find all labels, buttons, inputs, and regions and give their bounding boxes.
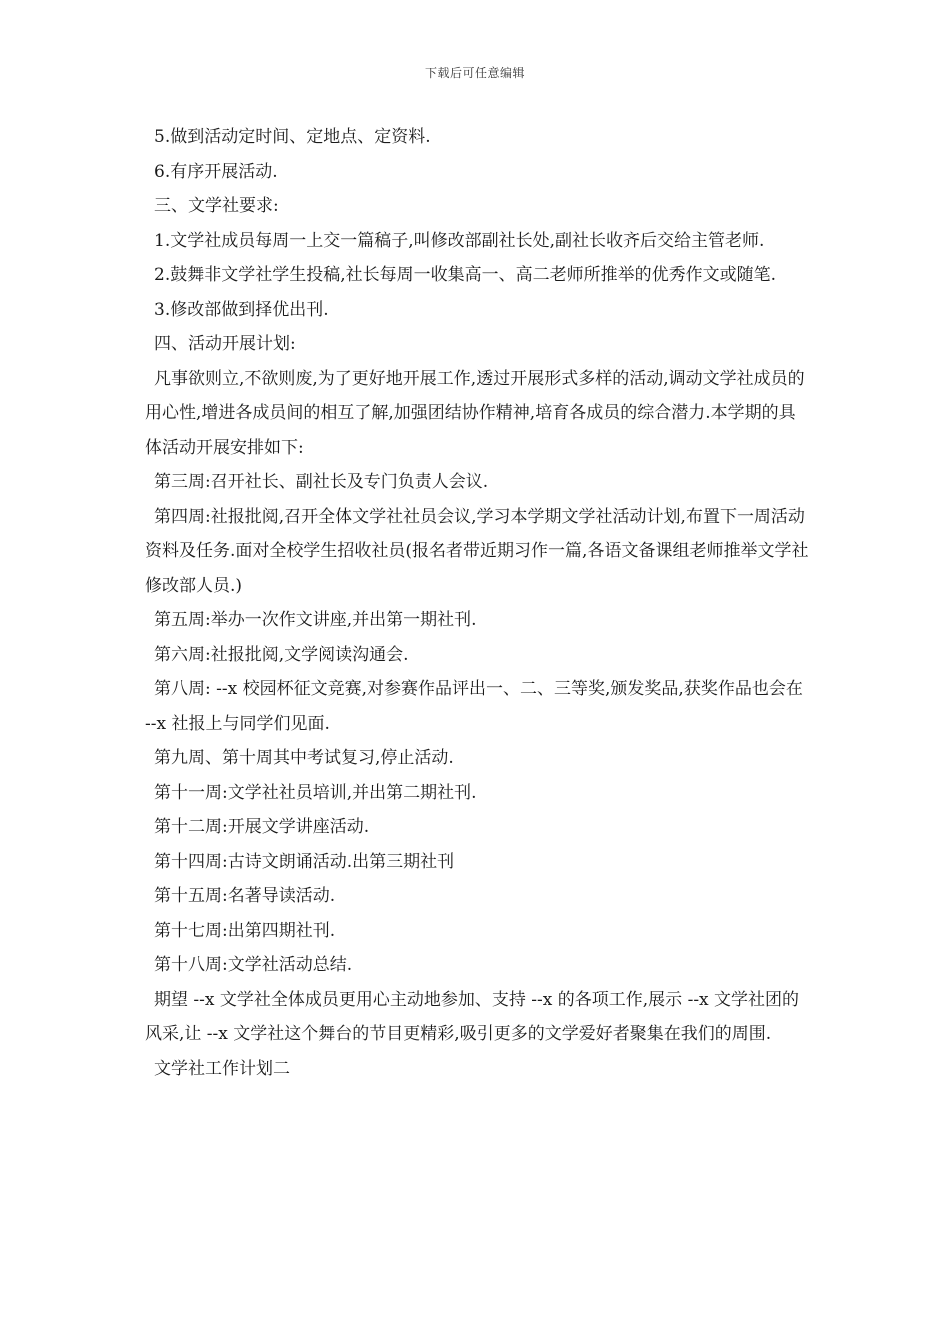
plan-intro-paragraph: 凡事欲则立,不欲则废,为了更好地开展工作,透过开展形式多样的活动,调动文学社成员的用心性,增进各成员间的相互了解,加强团结协作精神,培育各成员的综合潜力.本学期的具体活动开展安排如下: (145, 368, 805, 458)
schedule-week-3: 第三周:召开社长、副社长及专门负责人会议. (154, 472, 489, 492)
section-heading-plan: 四、活动开展计划: (154, 334, 296, 354)
schedule-week-11: 第十一周:文学社社员培训,并出第二期社刊. (154, 782, 477, 803)
requirement-item-2: 2.鼓舞非文学社学生投稿,社长每周一收集高一、高二老师所推举的优秀作文或随笔. (154, 265, 777, 285)
page-header-note: 下载后可任意编辑 (424, 66, 525, 80)
schedule-week-8: 第八周: --x 校园杯征文竞赛,对参赛作品评出一、二、三等奖,颁发奖品,获奖作品也会在 --x 社报上与同学们见面. (145, 679, 803, 734)
schedule-week-18: 第十八周:文学社活动总结. (154, 955, 353, 975)
schedule-week-4: 第四周:社报批阅,召开全体文学社社员会议,学习本学期文学社活动计划,布置下一周活动资料及任务.面对全校学生招收社员(报名者带近期习作一篇,各语文备课组老师推举文学社修改部人员.) (145, 506, 809, 596)
schedule-week-6: 第六周:社报批阅,文学阅读沟通会. (154, 644, 409, 665)
section-title-plan-two: 文学社工作计划二 (154, 1058, 290, 1079)
schedule-week-15: 第十五周:名著导读活动. (154, 886, 336, 906)
requirement-item-3: 3.修改部做到择优出刊. (154, 299, 329, 320)
schedule-week-12: 第十二周:开展文学讲座活动. (154, 817, 370, 837)
paragraph-item-6: 6.有序开展活动. (154, 161, 278, 182)
document-body (145, 120, 809, 1086)
paragraph-item-5: 5.做到活动定时间、定地点、定资料. (154, 127, 431, 147)
requirement-item-1: 1.文学社成员每周一上交一篇稿子,叫修改部副社长处,副社长收齐后交给主管老师. (154, 230, 765, 251)
schedule-week-17: 第十七周:出第四期社刊. (154, 920, 336, 941)
schedule-week-9-10: 第九周、第十周其中考试复习,停止活动. (154, 748, 454, 768)
section-heading-requirements: 三、文学社要求: (154, 196, 279, 216)
schedule-week-5: 第五周:举办一次作文讲座,并出第一期社刊. (154, 610, 477, 630)
closing-paragraph: 期望 --x 文学社全体成员更用心主动地参加、支持 --x 的各项工作,展示 --x 文学社团的风采,让 --x 文学社这个舞台的节目更精彩,吸引更多的文学爱好者聚集在我们的周围. (145, 989, 800, 1044)
schedule-week-14: 第十四周:古诗文朗诵活动.出第三期社刊 (154, 851, 455, 872)
